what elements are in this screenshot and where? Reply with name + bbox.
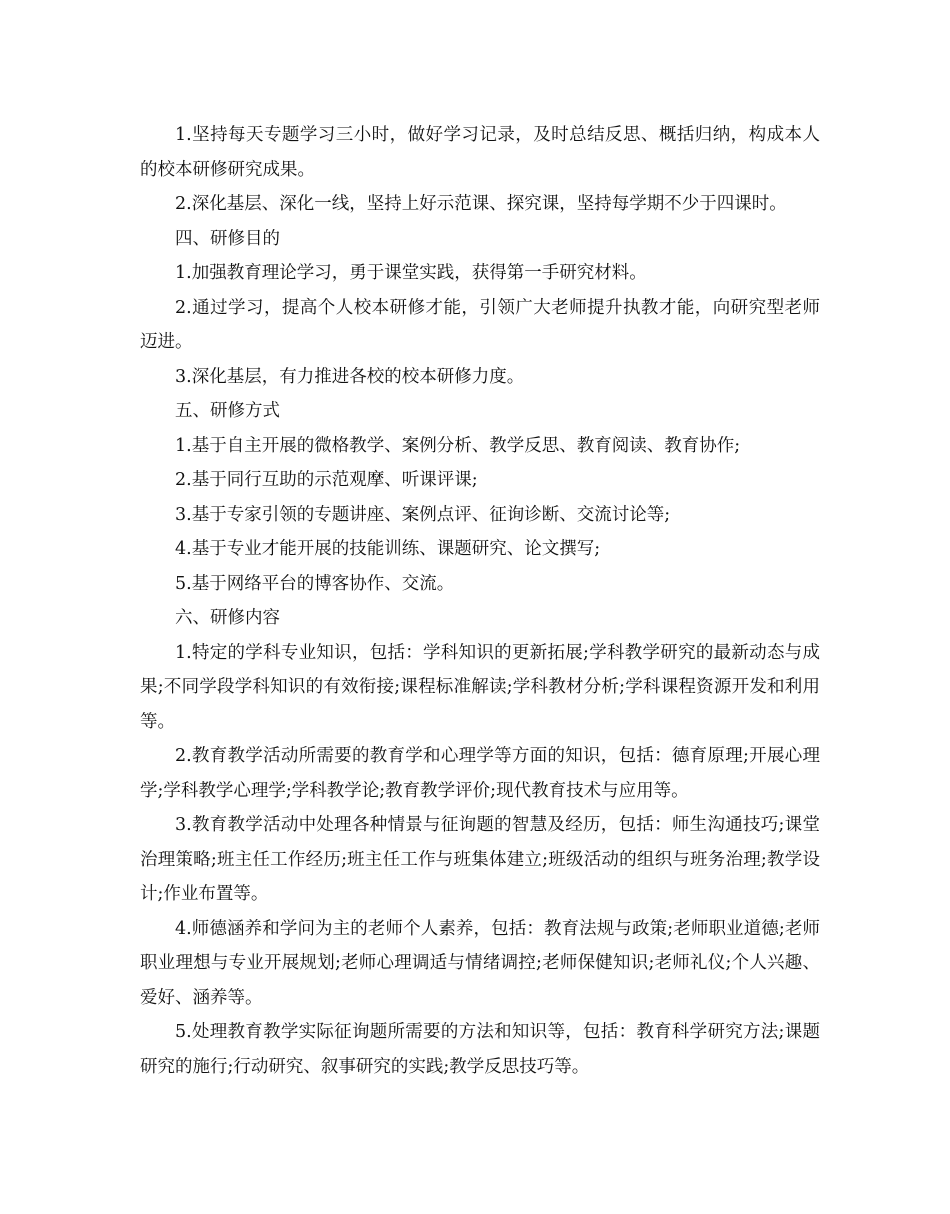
paragraph: 2.教育教学活动所需要的教育学和心理学等方面的知识，包括：德育原理;开展心理学;学科教学心理学;学科教学论;教育教学评价;现代教育技术与应用等。: [140, 746, 820, 801]
paragraph: 4.基于专业才能开展的技能训练、课题研究、论文撰写;: [175, 539, 601, 559]
paragraph: 1.加强教育理论学习，勇于课堂实践，获得第一手研究材料。: [175, 263, 647, 283]
document-body: [140, 118, 820, 1084]
section-heading: 六、研修内容: [175, 608, 280, 628]
paragraph: 3.基于专家引领的专题讲座、案例点评、征询诊断、交流讨论等;: [175, 504, 671, 525]
section-heading: 五、研修方式: [175, 401, 280, 421]
paragraph: 1.特定的学科专业知识，包括：学科知识的更新拓展;学科教学研究的最新动态与成果;不同学段学科知识的有效衔接;课程标准解读;学科教材分析;学科课程资源开发和利用等。: [140, 642, 820, 732]
paragraph: 3.教育教学活动中处理各种情景与征询题的智慧及经历，包括：师生沟通技巧;课堂治理策略;班主任工作经历;班主任工作与班集体建立;班级活动的组织与班务治理;教学设计;作业布置等。: [140, 815, 820, 904]
paragraph: 1.坚持每天专题学习三小时，做好学习记录，及时总结反思、概括归纳，构成本人的校本研修研究成果。: [140, 125, 820, 180]
paragraph: 4.师德涵养和学问为主的老师个人素养，包括：教育法规与政策;老师职业道德;老师职业理想与专业开展规划;老师心理调适与情绪调控;老师保健知识;老师礼仪;个人兴趣、爱好、涵养等。: [140, 918, 820, 1008]
section-heading: 四、研修目的: [175, 228, 280, 249]
paragraph: 1.基于自主开展的微格教学、案例分析、教学反思、教育阅读、教育协作;: [175, 435, 741, 456]
paragraph: 5.处理教育教学实际征询题所需要的方法和知识等，包括：教育科学研究方法;课题研究的施行;行动研究、叙事研究的实践;教学反思技巧等。: [140, 1022, 820, 1077]
paragraph: 2.基于同行互助的示范观摩、听课评课;: [175, 470, 478, 490]
paragraph: 2.通过学习，提高个人校本研修才能，引领广大老师提升执教才能，向研究型老师迈进。: [140, 297, 820, 352]
paragraph: 3.深化基层，有力推进各校的校本研修力度。: [175, 366, 525, 387]
paragraph: 5.基于网络平台的博客协作、交流。: [175, 573, 455, 594]
paragraph: 2.深化基层、深化一线，坚持上好示范课、探究课，坚持每学期不少于四课时。: [175, 194, 787, 214]
